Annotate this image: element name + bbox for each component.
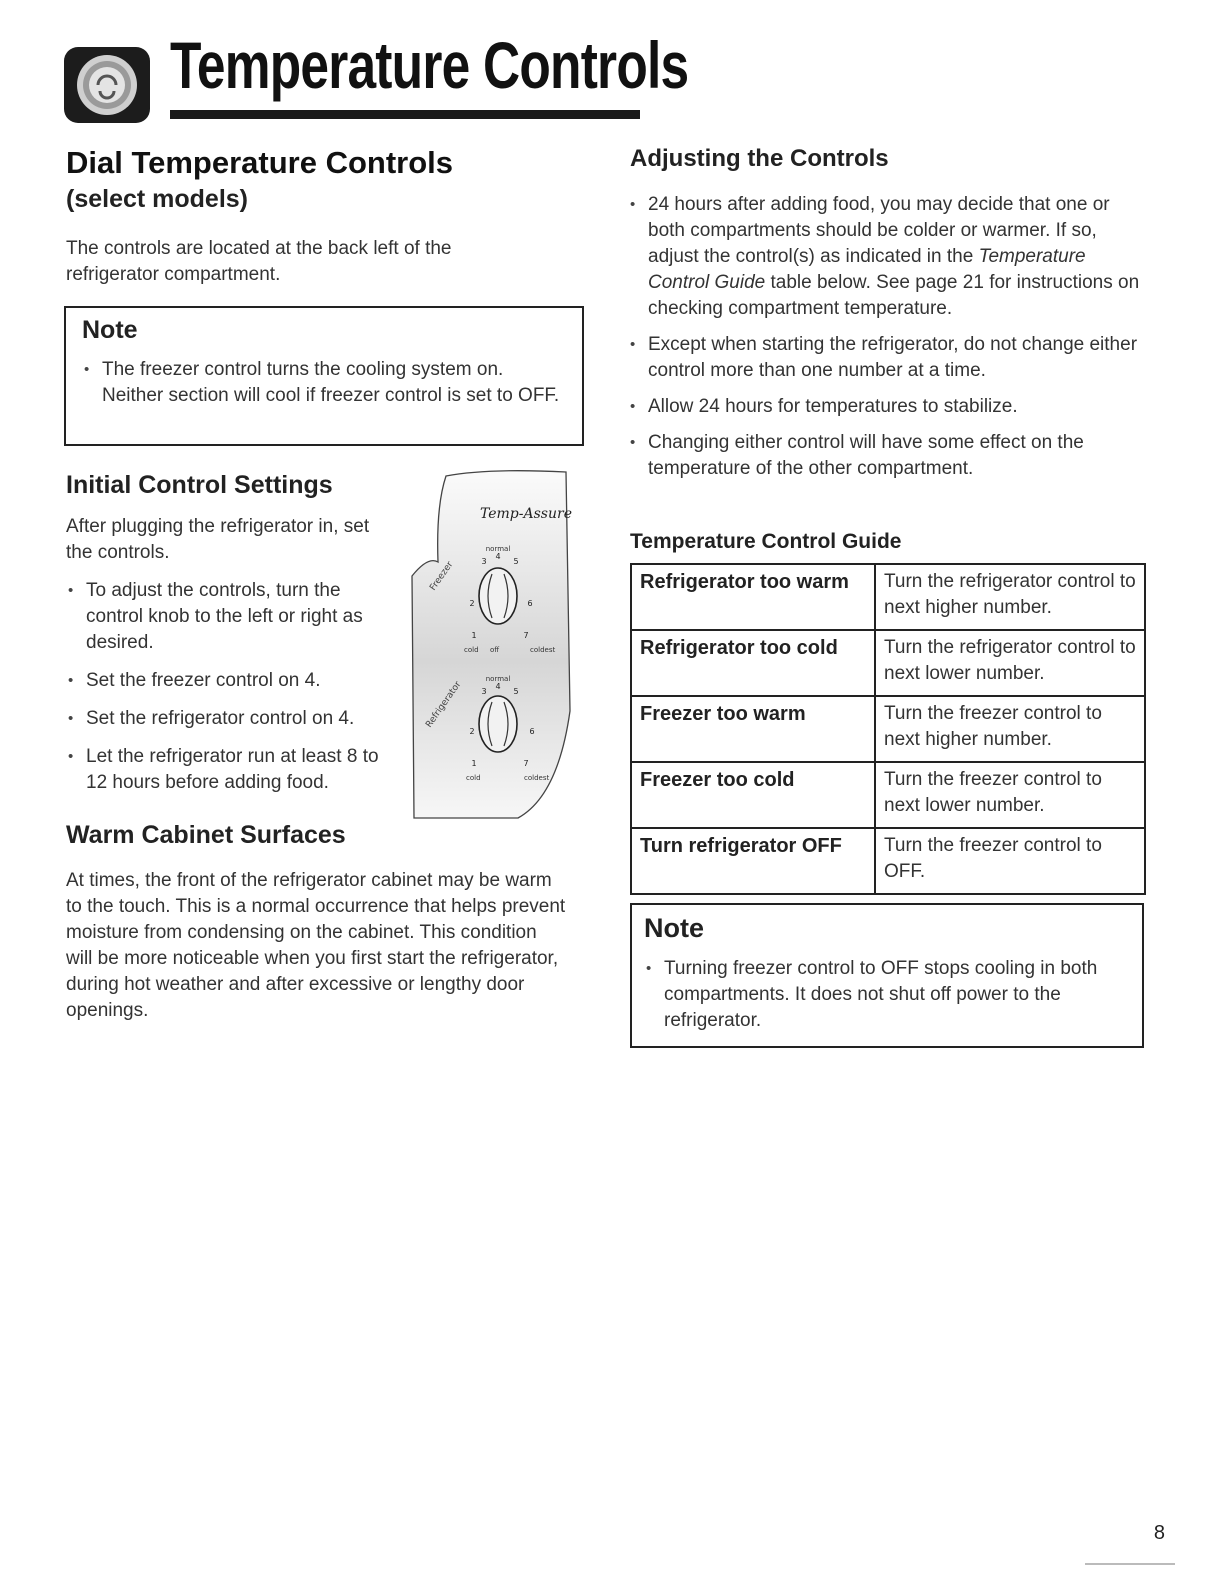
item-text: Allow 24 hours for temperatures to stabilize.	[648, 396, 1018, 417]
list-item: • To adjust the controls, turn the control knob to the left or right as desired.	[62, 578, 402, 656]
dial-subheading: (select models)	[66, 185, 249, 213]
coldest-label: coldest	[530, 646, 556, 654]
item-text: table below. See page 21 for instructions on checking compartment temperature.	[648, 272, 1140, 319]
table-row	[631, 828, 1145, 894]
dial-heading: Dial Temperature Controls	[66, 145, 454, 180]
dial-number: 1	[471, 631, 477, 640]
item-text: 24 hours after adding food, you may decide that one or both compartments should be colder or warmer. If so, adjust the control(s) as indicated in the	[648, 194, 1110, 267]
item-text: Changing either control will have some effect on the temperature of the other compartment.	[648, 432, 1084, 479]
warm-heading: Warm Cabinet Surfaces	[66, 821, 346, 849]
note-list	[640, 956, 1122, 1034]
list-item: • Let the refrigerator run at least 8 to 12 hours before adding food.	[62, 744, 402, 796]
guide-heading: Temperature Control Guide	[630, 530, 902, 553]
dial-number: 2	[469, 727, 475, 736]
note-item: • The freezer control turns the cooling system on. Neither section will cool if freezer control is set to OFF.	[78, 357, 562, 409]
title-underline	[170, 110, 640, 119]
adjust-list	[624, 192, 1144, 482]
dial-number: 6	[527, 599, 533, 608]
initial-list	[62, 578, 402, 796]
table-row	[631, 696, 1145, 762]
dial-number: 4	[495, 682, 501, 691]
note-box-2	[630, 903, 1144, 1048]
guide-reference: Temperature Control Guide	[648, 246, 1086, 293]
condition-cell: Turn refrigerator OFF	[631, 828, 875, 894]
list-item	[624, 394, 1144, 420]
dial-number: 5	[513, 557, 519, 566]
dial-label: Refrigerator	[424, 679, 464, 730]
table-row	[631, 762, 1145, 828]
page-title: Temperature Controls	[170, 28, 689, 102]
dial-label: Freezer	[428, 559, 456, 593]
normal-label: normal	[485, 675, 511, 683]
list-item	[624, 332, 1144, 384]
note-item: • Turning freezer control to OFF stops cooling in both compartments. It does not shut off power to the refrigerator.	[640, 956, 1122, 1034]
dial-text: The controls are located at the back left of the refrigerator compartment.	[66, 238, 452, 285]
list-item: • Set the refrigerator control on 4.	[62, 706, 402, 732]
footer-rule	[1085, 1563, 1175, 1565]
adjust-heading: Adjusting the Controls	[630, 145, 889, 172]
dial-number: 7	[523, 631, 529, 640]
list-item	[624, 430, 1144, 482]
dial-number: 3	[481, 557, 487, 566]
list-item	[624, 192, 1144, 322]
list-item: • Set the freezer control on 4.	[62, 668, 402, 694]
control-panel-illustration	[408, 466, 574, 828]
cold-label: cold	[466, 774, 481, 782]
dial-number: 6	[529, 727, 535, 736]
table-row	[631, 564, 1145, 630]
normal-label: normal	[485, 545, 511, 553]
action-cell: Turn the freezer control to next higher number.	[875, 696, 1145, 762]
initial-text: After plugging the refrigerator in, set the controls.	[66, 516, 370, 563]
off-label: off	[490, 646, 500, 654]
coldest-label: coldest	[524, 774, 550, 782]
brand-label: Temp-Assure	[480, 506, 572, 522]
dial-number: 3	[481, 687, 487, 696]
condition-cell: Refrigerator too cold	[631, 630, 875, 696]
page-number: 8	[1153, 1522, 1165, 1544]
dial-number: 5	[513, 687, 519, 696]
action-cell: Turn the freezer control to next lower number.	[875, 762, 1145, 828]
dial-number: 4	[495, 552, 501, 561]
condition-cell: Freezer too warm	[631, 696, 875, 762]
action-cell: Turn the freezer control to OFF.	[875, 828, 1145, 894]
note-list	[78, 357, 562, 409]
note-box-1	[64, 306, 584, 446]
dial-number: 7	[523, 759, 529, 768]
dial-number: 2	[469, 599, 475, 608]
warm-text: At times, the front of the refrigerator cabinet may be warm to the touch. This is a normal occurrence that helps prevent moisture from condensing on the cabinet. This condition will be more noticeable when you first start the refrigerator, during hot weather and after excessive or lengthy door openings.	[66, 870, 566, 1021]
note-title: Note	[82, 316, 138, 344]
dial-number: 1	[471, 759, 477, 768]
item-text: Except when starting the refrigerator, do not change either control more than one number at a time.	[648, 334, 1138, 381]
temperature-control-guide	[630, 563, 1146, 895]
dial-icon	[62, 45, 152, 125]
table-row	[631, 630, 1145, 696]
action-cell: Turn the refrigerator control to next higher number.	[875, 564, 1145, 630]
initial-heading: Initial Control Settings	[66, 471, 333, 499]
condition-cell: Refrigerator too warm	[631, 564, 875, 630]
note-title: Note	[644, 913, 704, 943]
cold-label: cold	[464, 646, 479, 654]
condition-cell: Freezer too cold	[631, 762, 875, 828]
action-cell: Turn the refrigerator control to next lower number.	[875, 630, 1145, 696]
